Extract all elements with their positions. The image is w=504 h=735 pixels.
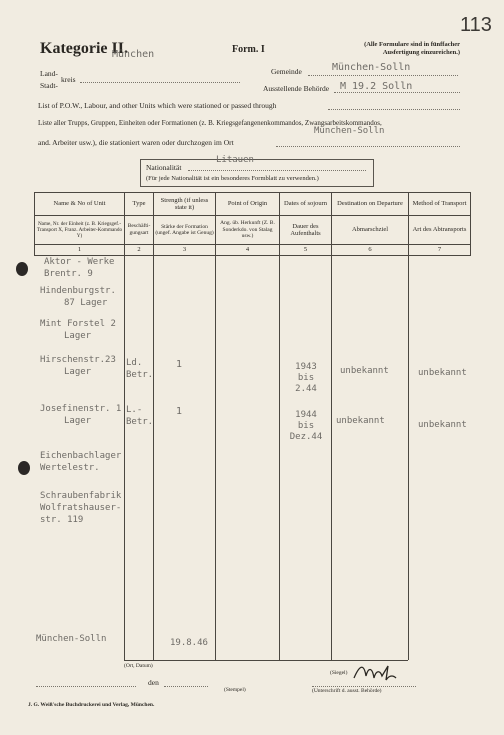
col-number-6: 6	[332, 245, 409, 256]
column-divider	[153, 254, 154, 660]
header-en-transport: Method of Transport	[409, 193, 471, 216]
page-number: 113	[460, 14, 492, 36]
date-value: 19.8.46	[170, 638, 208, 648]
header-de-origin: Ang. üb. Herkunft (Z. B. Sonderkdo. von Stalag usw.)	[216, 216, 280, 245]
entry-4-destination: unbekannt	[340, 366, 389, 376]
gemeinde-line	[308, 75, 458, 76]
kreis-label: kreis	[61, 75, 76, 84]
ink-blot	[16, 262, 28, 276]
list-line-3: and. Arbeiter usw.), die stationiert waren oder durchzogen im Ort	[38, 138, 234, 147]
kreis-line	[80, 82, 240, 83]
behoerde-value: M 19.2 Solln	[340, 81, 413, 92]
list-line-1-dots	[328, 109, 460, 110]
entry-4-transport: unbekannt	[418, 368, 467, 378]
stempel-label: (Stempel)	[224, 687, 246, 693]
header-de-dates: Dauer des Aufenthalts	[280, 216, 332, 245]
list-line-2: Liste aller Trupps, Gruppen, Einheiten oder Formationen (z. B. Kriegsgefangenenkommandos, Zwangsarbeitskommandos,	[38, 119, 382, 127]
entry-5-destination: unbekannt	[336, 416, 385, 426]
entry-6: Eichenbachlager Wertelestr.	[40, 451, 122, 473]
col-number-1: 1	[35, 245, 125, 256]
col-number-4: 4	[216, 245, 280, 256]
nationality-label: Nationalität	[146, 163, 182, 172]
column-divider	[215, 254, 216, 660]
handwritten-signature	[352, 660, 398, 686]
header-en-name: Name & No of Unit	[35, 193, 125, 216]
entry-5-dates: 1944 bis Dez.44	[289, 410, 323, 442]
col-number-7: 7	[409, 245, 471, 256]
siegel-label: (Siegel)	[330, 670, 348, 676]
entry-1: Aktor - Werke Brentr. 9	[44, 257, 115, 279]
header-de-strength: Stärke der Formation (ungef. Angabe ist Genug)	[154, 216, 216, 245]
entry-7: Schraubenfabrik Wolfratshauser- str. 119	[40, 491, 122, 525]
header-en-strength: Strength (if unless state it)	[154, 193, 216, 216]
form-title: Kategorie II.	[40, 40, 128, 57]
entry-2: Hindenburgstr. 87 Lager	[40, 286, 116, 308]
col-number-3: 3	[154, 245, 216, 256]
header-de-type: Beschäfti-gungsart	[125, 216, 154, 245]
header-en-dates: Dates of sojourn	[280, 193, 332, 216]
ort-datum-label: (Ort, Datum)	[124, 663, 153, 669]
entry-5-type: L.- Betr.	[126, 405, 154, 427]
list-line-1: List of P.O.W., Labour, and other Units which were stationed or passed through	[38, 101, 277, 110]
den-label: den	[148, 678, 159, 687]
behoerde-label: Ausstellende Behörde	[263, 84, 330, 93]
gemeinde-value: München-Solln	[332, 62, 411, 73]
nationality-line	[188, 170, 366, 171]
place-value: München-Solln	[36, 634, 107, 644]
entry-4-dates: 1943 bis 2.44	[295, 362, 317, 394]
entry-4-strength: 1	[176, 359, 183, 370]
land-label: Land-	[40, 69, 58, 78]
entry-3: Mint Forstel 2 Lager	[40, 319, 116, 341]
printer-imprint: J. G. Weiß'sche Buchdruckerei und Verlag, München.	[28, 702, 155, 708]
column-divider	[331, 254, 332, 660]
col-number-5: 5	[280, 245, 332, 256]
behoerde-line	[334, 92, 460, 93]
header-de-name: Name, Nr. der Einheit (z. B. Kriegsgef.-Transport X, Franz. Arbeiter-Kommando Y)	[35, 216, 125, 245]
header-en-destination: Destination on Departure	[332, 193, 409, 216]
header-en-type: Type	[125, 193, 154, 216]
entry-4-type: Ld. Betr.	[126, 358, 154, 380]
column-divider	[279, 254, 280, 660]
col-number-2: 2	[125, 245, 154, 256]
gemeinde-label: Gemeinde	[271, 67, 302, 76]
entry-5-transport: unbekannt	[418, 420, 467, 430]
entry-4: Hirschenstr.23 Lager	[40, 355, 116, 377]
ink-blot	[18, 461, 30, 475]
list-line-3-dots	[276, 146, 460, 147]
form-number: Form. I	[232, 44, 265, 55]
unterschrift-label: (Unterschrift d. ausst. Behörde)	[312, 688, 382, 694]
stadt-label: Stadt-	[40, 81, 58, 90]
header-de-destination: Abmarschziel	[332, 216, 409, 245]
column-divider	[124, 254, 125, 660]
date-line	[164, 686, 208, 687]
ort-value: München-Solln	[314, 126, 385, 136]
submission-note: (Alle Formulare sind in fünffacher Ausfertigung einzureichen.)	[364, 41, 460, 56]
header-en-origin: Point of Origin	[216, 193, 280, 216]
entry-5: Josefinenstr. 1 Lager	[40, 404, 122, 426]
nationality-hint: (Für jede Nationalität ist ein besonderes Formblatt zu verwenden.)	[146, 175, 319, 182]
place-line	[36, 686, 136, 687]
entry-5-strength: 1	[176, 406, 183, 417]
title-city: München	[112, 49, 155, 60]
nationality-value: Litauen	[216, 155, 254, 165]
units-table-header	[34, 192, 471, 256]
column-divider	[408, 254, 409, 660]
header-de-transport: Art des Abtransports	[409, 216, 471, 245]
signature-line	[312, 686, 416, 687]
